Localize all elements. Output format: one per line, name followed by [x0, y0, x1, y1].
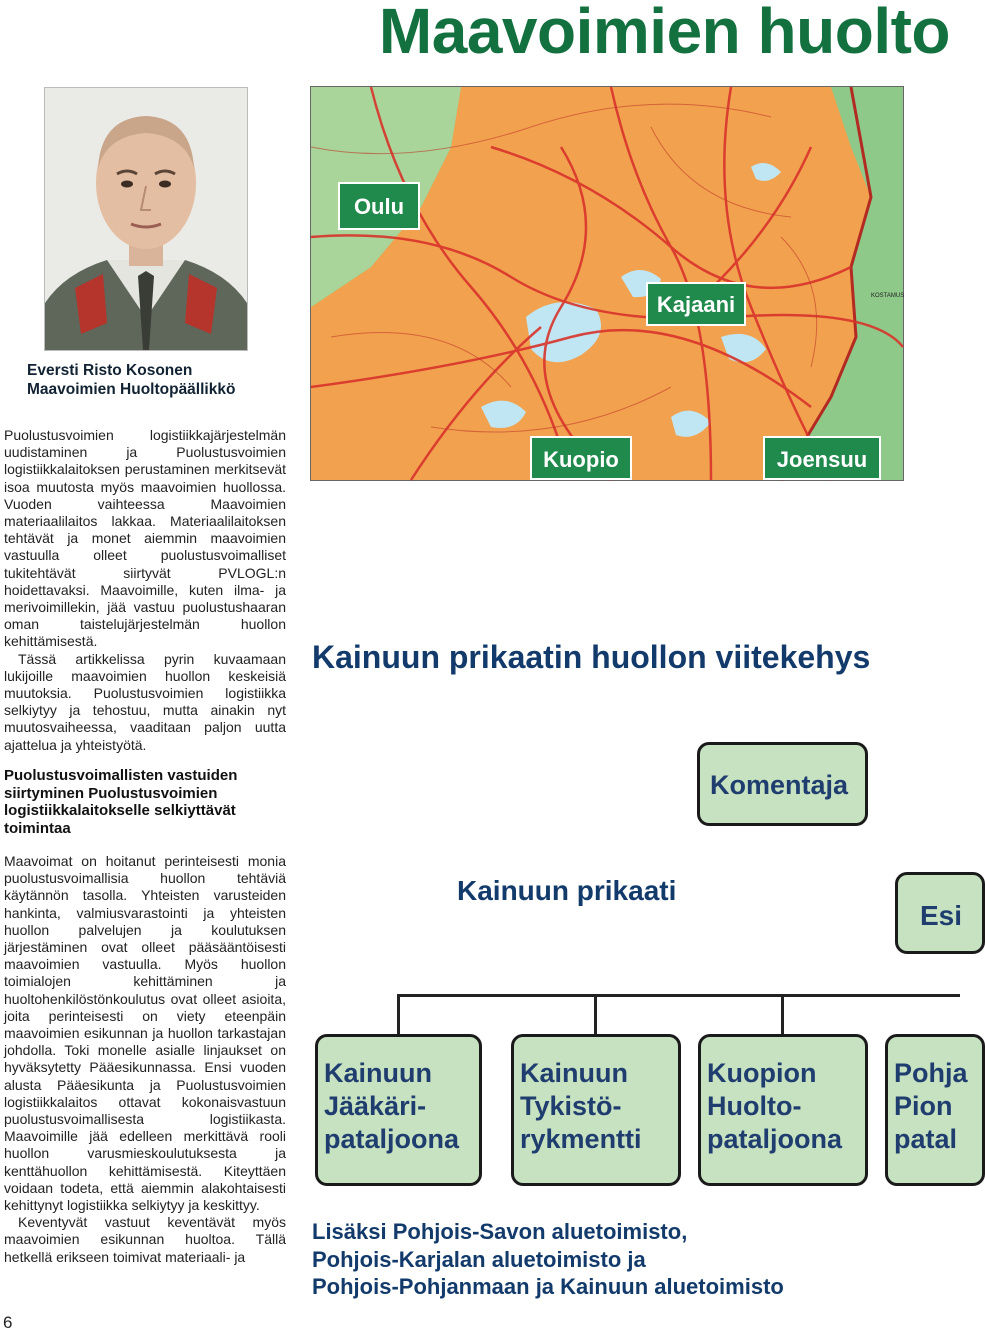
map-label-joensuu: [764, 437, 880, 479]
org-box-unit-2: [511, 1034, 681, 1186]
map-label-kajaani: [647, 283, 745, 325]
section-heading: Puolustusvoimallisten vastuiden siirtyminen Puolustusvoimien logistiikkalaitokselle selkiyttävät toimintaa: [4, 767, 238, 837]
org-box-esikunta-label: Esi: [920, 900, 963, 931]
region-map: [310, 86, 904, 481]
intro-paragraph-2: Tässä artikkelissa pyrin kuvaamaan lukijoille maavoimien huollon keskeisiä muutoksia. Puolustusvoimien logistiikka selkiytyy ja tehostuu, mutta ainakin nyt muutosvaiheessa, vaaditaan paljon uutta ajattelua ja yhteistyötä.: [4, 650, 286, 753]
section-paragraph-1: Maavoimat on hoitanut perinteisesti monia puolustusvoimallisia huollon tehtäviä käytännön tasolla. Yhteisten varusteiden hankinta, valmiusvarastointi ja yhteisten huollon palvelujen ja koulutuksen järjestäminen ovat olleet pääsääntöisesti maavoimien vastuulla. Myös huollon toimialojen kehittäminen ja huoltohenkilöstönkoulutus ovat olleet asioita, joita perinteisesti on viety eteenpäin maavoimien esikunnan ja huollon tarkastajan johdolla. Toki monelle asialle linjaukset on hyväksytetty Pääesikunnassa. Ensi vuoden alusta Pääesikunta ja Puolustusvoimien logistiikkalaitos ottavat kokonaisvastuun puolustusvoimallisesta logistiikasta. Maavoimille jää edelleen merkittävä rooli huollon varusmieskoulutuksesta ja kenttähuollon kehittämisestä. Kiteyttäen voidaan todeta, että aiemmin alakohtaisesti kehittynyt logistiikka selkiytyy ja keskittyy.: [4, 853, 286, 1214]
page-number: 6: [3, 1313, 13, 1332]
intro-text: [4, 427, 286, 754]
map-small-label: KOSTAMUS: [871, 293, 905, 299]
org-box-esikunta: [895, 872, 985, 954]
org-footnote: [312, 1218, 784, 1301]
org-footnote-line-1: Lisäksi Pohjois-Savon aluetoimisto,: [312, 1219, 688, 1244]
org-connector-1: [397, 994, 400, 1034]
org-connector-horizontal: [397, 994, 960, 997]
map-city-kajaani: Kajaani: [656, 292, 736, 317]
map-city-joensuu: Joensuu: [776, 447, 868, 472]
org-unit-4-label: Pohja Pion patal: [894, 1058, 968, 1154]
org-footnote-line-2: Pohjois-Karjalan aluetoimisto ja: [312, 1246, 646, 1272]
section-text: [4, 853, 286, 1266]
org-connector-3: [781, 994, 784, 1034]
intro-paragraph-1: Puolustusvoimien logistiikkajärjestelmän uudistaminen ja Puolustusvoimien logistiikkalaitoksen perustaminen merkitsevät isoa muutosta myös maavoimien huollossa. Vuoden vaihteessa Maavoimien materiaalilaitos lakkaa. Materiaalilaitoksen tehtävät ja monet aiemmin maavoimien vastuulla olleet puolustusvoimalliset tukitehtävät siirtyvät PVLOGL:n hoidettavaksi. Maavoimille, kuten ilma- ja merivoimillekin, jää vastuu puolustushaaran oman taistelujärjestelmän huollon kehittämisestä.: [4, 427, 286, 650]
map-illustration: [311, 87, 903, 480]
org-chart-title: Kainuun prikaatin huollon viitekehys: [312, 639, 871, 675]
map-city-oulu: Oulu: [353, 194, 405, 219]
map-city-kuopio: Kuopio: [543, 447, 619, 472]
map-label-kuopio: [531, 437, 631, 479]
org-unit-2-label: Kainuun Tykistö- rykmentti: [520, 1058, 642, 1154]
org-box-unit-1: [315, 1034, 482, 1186]
portrait-photo: [44, 87, 248, 351]
org-box-unit-3: [698, 1034, 868, 1186]
caption-role: Maavoimien Huoltopäällikkö: [27, 381, 236, 398]
org-footnote-line-3: Pohjois-Pohjanmaan ja Kainuun aluetoimisto: [312, 1274, 784, 1299]
map-label-oulu: [339, 183, 419, 229]
org-unit-3-label: Kuopion Huolto- pataljoona: [707, 1058, 843, 1154]
org-box-commander: [697, 742, 868, 826]
portrait-illustration: [45, 88, 247, 350]
org-unit-1-label: Kainuun Jääkäri- pataljoona: [324, 1058, 460, 1154]
org-connector-2: [594, 994, 597, 1034]
org-level2-label: Kainuun prikaati: [457, 875, 677, 906]
org-box-commander-label: Komentaja: [710, 770, 849, 800]
portrait-caption: [27, 361, 235, 399]
org-box-unit-4: [885, 1034, 985, 1186]
caption-name: Eversti Risto Kosonen: [27, 362, 193, 379]
page-title: Maavoimien huolto: [378, 0, 950, 67]
section-paragraph-2: Keventyvät vastuut keventävät myös maavoimien esikunnan huoltoa. Tällä hetkellä erikseen toimivat materiaali- ja: [4, 1214, 286, 1265]
